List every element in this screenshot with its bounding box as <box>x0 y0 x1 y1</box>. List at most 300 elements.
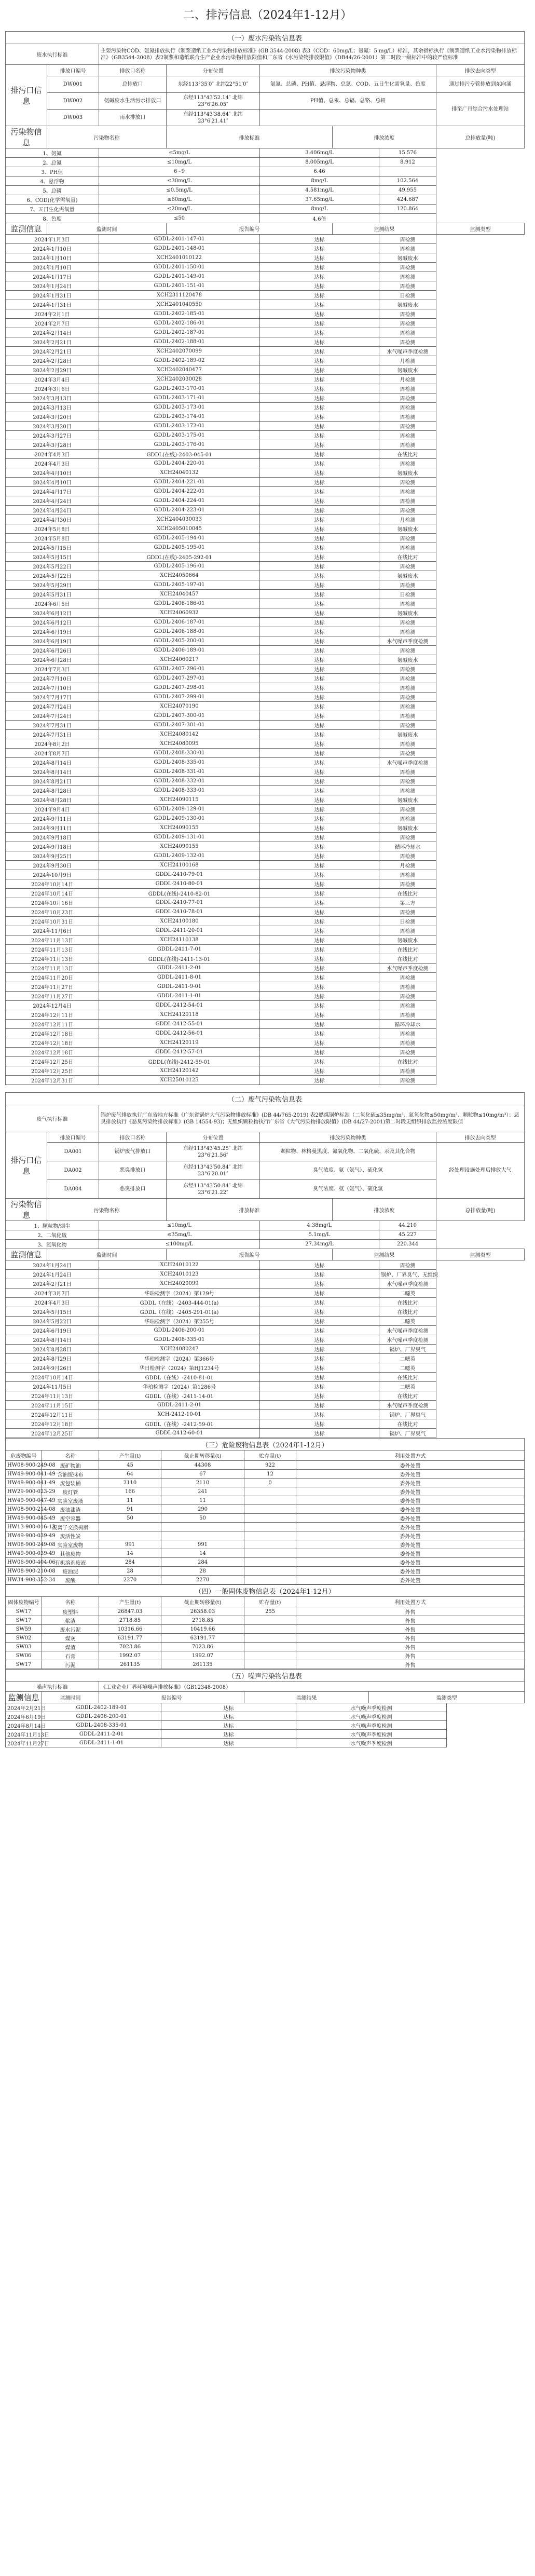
noise-monitor-group: 监测信息 <box>6 1692 42 1703</box>
water-pollutant-row-c2: ≤20mg/L <box>99 205 260 214</box>
solidwaste-row-c2: 石膏 <box>42 1651 99 1660</box>
gas-monitor-row-c4: 二噁英 <box>379 1289 436 1298</box>
water-monitor-row-c1: 2024年3月20日 <box>6 412 99 422</box>
water-monitor-row <box>6 721 525 730</box>
gas-standard-label: 废气执行标准 <box>6 1105 99 1132</box>
water-monitor-row-c4: 日检测 <box>379 291 436 300</box>
water-monitor-row <box>6 599 525 608</box>
water-monitor-row-c1: 2024年4月10日 <box>6 478 99 487</box>
water-monitor-row-c3: 达标 <box>260 552 379 562</box>
water-pollutant-row-c3: 3.406mg/L <box>260 148 379 158</box>
water-monitor-row <box>6 646 525 655</box>
water-monitor-row-c4: 周检测 <box>379 599 436 608</box>
water-monitor-row-c2: GDDL-2411-7-01 <box>99 945 260 954</box>
hazwaste-row-c1: HW49-900-045-49 <box>6 1514 42 1523</box>
hazwaste-row <box>6 1567 525 1576</box>
gas-monitor-row-c1: 2024年1月24日 <box>6 1260 99 1270</box>
water-monitor-row-c1: 2024年12月11日 <box>6 1020 99 1029</box>
gas-pollutant-row-c3: 27.34mg/L <box>260 1240 379 1249</box>
water-monitor-row-c4: 在线比对 <box>379 945 436 954</box>
gas-monitor-row-c2: XCH-2412-10-01 <box>99 1410 260 1419</box>
water-pollutant-row-c4: 49.955 <box>379 186 436 195</box>
noise-row-c2: GDDL-2402-189-01 <box>42 1703 161 1712</box>
water-monitor-row-c3: 达标 <box>260 412 379 422</box>
noise-head-report: 报告编号 <box>99 1692 244 1703</box>
hazwaste-row-c5 <box>244 1523 296 1531</box>
water-monitor-row-c1: 2024年5月31日 <box>6 590 99 599</box>
solidwaste-row-c1: SW17 <box>6 1616 42 1625</box>
water-monitor-row-c2: GDDL(在线)-2405-292-01 <box>99 552 260 562</box>
noise-row-c4: 水气噪声季度检测 <box>296 1730 447 1739</box>
gas-monitor-row-c2: 华珀检测字（2024）第366号 <box>99 1354 260 1363</box>
water-monitor-row-c1: 2024年6月19日 <box>6 627 99 636</box>
water-monitor-row-c4: 周检测 <box>379 281 436 291</box>
water-monitor-head-report: 报告编号 <box>167 223 333 235</box>
water-monitor-row-c4: 氨碱废水 <box>379 300 436 309</box>
water-monitor-row-c2: GDDL-2402-188-01 <box>99 337 260 347</box>
water-pollutant-row-c2: ≤50 <box>99 214 260 223</box>
hazwaste-row-c5 <box>244 1576 296 1584</box>
water-monitor-row-c2: GDDL-2412-55-01 <box>99 1020 260 1029</box>
water-monitor-row <box>6 749 525 758</box>
gas-monitor-row-c1: 2024年11月13日 <box>6 1391 99 1401</box>
gas-monitor-row <box>6 1419 525 1429</box>
hazwaste-row-c3: 991 <box>99 1540 161 1549</box>
water-monitor-row <box>6 496 525 506</box>
noise-row-c2: GDDL-2411-1-01 <box>42 1739 161 1747</box>
solidwaste-head-stock: 贮存量(t) <box>244 1597 296 1607</box>
gas-outlet-loc: 东经113°43′50.84″ 北纬23°6′21.22″ <box>167 1180 260 1199</box>
water-outlet-head-name: 排放口名称 <box>99 65 167 76</box>
water-monitor-row-c3: 达标 <box>260 982 379 992</box>
gas-monitor-row-c4: 周检测 <box>379 1260 436 1270</box>
water-monitor-row-c4: 周检测 <box>379 431 436 440</box>
water-pollutant-row-c4: 102.564 <box>379 177 436 186</box>
water-monitor-row-c1: 2024年3月13日 <box>6 394 99 403</box>
water-monitor-row-c4: 氨碱废水 <box>379 795 436 805</box>
water-monitor-row-c3: 达标 <box>260 870 379 879</box>
water-monitor-row-c2: GDDL(在线)-2410-82-01 <box>99 889 260 898</box>
water-monitor-row <box>6 328 525 337</box>
hazwaste-row <box>6 1496 525 1505</box>
solidwaste-row-c1: SW02 <box>6 1634 42 1643</box>
water-monitor-row-c2: XCH2402040477 <box>99 365 260 375</box>
hazwaste-head-code: 危废物编号 <box>6 1450 42 1461</box>
hazwaste-head-produced: 产生量(t) <box>99 1450 161 1461</box>
water-monitor-row-c1: 2024年11月13日 <box>6 964 99 973</box>
water-monitor-row-c1: 2024年1月10日 <box>6 253 99 263</box>
water-monitor-row-c2: GDDL-2403-174-01 <box>99 412 260 422</box>
solidwaste-section-title: （四）一般固体废物信息表（2024年1-12月） <box>6 1585 525 1597</box>
solidwaste-row-c6: 外售 <box>296 1643 525 1651</box>
gas-monitor-row-c4: 锅炉、厂界臭气 <box>379 1345 436 1354</box>
solidwaste-row-c4: 1992.07 <box>161 1651 244 1660</box>
water-monitor-row-c2: XCH24090115 <box>99 795 260 805</box>
water-monitor-row-c4: 周检测 <box>379 1010 436 1020</box>
water-monitor-row-c3: 达标 <box>260 468 379 478</box>
gas-monitor-row-c4: 在线比对 <box>379 1419 436 1429</box>
gas-monitor-row-c2: GDDL-2406-200-01 <box>99 1326 260 1335</box>
water-pollutant-row-c1: 1、氨氮 <box>6 148 99 158</box>
water-standard-text: 主要污染物COD、氨氮排放执行《制浆造纸工业水污染物排放标准》(GB 3544-2008) 表3（COD：60mg/L；氨氮：5 mg/L）标准，其余指标执行《制浆造纸工业水污染物排放标准》（GB3544-2008）表2制浆和造纸联合生产企业水污染物排放限值和广东省《水污染物排放限值》（DB44/26-2001）第二时段一级标准中的较严值标准 <box>99 44 525 65</box>
water-monitor-row <box>6 982 525 992</box>
water-monitor-row-c2: XCH24070190 <box>99 702 260 711</box>
water-monitor-row-c1: 2024年11月20日 <box>6 973 99 982</box>
water-monitor-row <box>6 1066 525 1076</box>
water-monitor-row <box>6 580 525 590</box>
solidwaste-row-c6: 外售 <box>296 1660 525 1669</box>
water-monitor-row-c2: GDDL-2405-197-01 <box>99 580 260 590</box>
gas-outlet-id: DA001 <box>47 1143 99 1161</box>
hazwaste-row <box>6 1576 525 1584</box>
water-monitor-row <box>6 823 525 833</box>
hazwaste-row-c5 <box>244 1540 296 1549</box>
water-monitor-row-c3: 达标 <box>260 954 379 964</box>
water-monitor-row-c4: 日检测 <box>379 917 436 926</box>
gas-monitor-row-c2: GDDL（在线）-2411-14-01 <box>99 1391 260 1401</box>
water-monitor-row-c2: GDDL-2409-129-01 <box>99 805 260 814</box>
water-monitor-row-c1: 2024年5月8日 <box>6 524 99 534</box>
hazwaste-row-c6: 委外处置 <box>296 1558 525 1567</box>
water-monitor-row-c2: GDDL-2408-335-01 <box>99 758 260 767</box>
water-monitor-row-c1: 2024年11月13日 <box>6 945 99 954</box>
gas-outlet-pollutants: 颗粒物、林格曼黑度、氮氧化物、二氧化硫、汞及其化合物 <box>260 1143 436 1161</box>
water-monitor-row-c4: 周检测 <box>379 907 436 917</box>
water-monitor-row-c4: 周检测 <box>379 422 436 431</box>
gas-monitor-row-c4: 二噁英 <box>379 1354 436 1363</box>
water-monitor-row-c2: XCH25010125 <box>99 1076 260 1085</box>
water-monitor-row <box>6 440 525 450</box>
water-monitor-row-c2: GDDL-2409-132-01 <box>99 851 260 861</box>
water-monitor-row-c4: 周检测 <box>379 721 436 730</box>
gas-outlet-group: 排污口信息 <box>6 1132 47 1199</box>
gas-monitor-row <box>6 1279 525 1289</box>
water-monitor-row <box>6 665 525 674</box>
hazwaste-row-c6: 委外处置 <box>296 1505 525 1514</box>
water-outlet-loc: 东经113°35′0″ 北纬22°51′0″ <box>167 76 260 93</box>
gas-pollutant-row-c4: 45.227 <box>379 1230 436 1240</box>
water-monitor-row-c3: 达标 <box>260 403 379 412</box>
water-pollutant-head-std: 排放标准 <box>167 126 333 148</box>
water-monitor-row-c4: 周检测 <box>379 384 436 394</box>
water-monitor-row <box>6 506 525 515</box>
gas-outlet-head-name: 排放口名称 <box>99 1132 167 1143</box>
water-monitor-row <box>6 851 525 861</box>
water-monitor-row-c1: 2024年10月16日 <box>6 898 99 907</box>
solidwaste-row-c2: 浆渣 <box>42 1616 99 1625</box>
water-monitor-row-c2: GDDL(在线)-2403-045-01 <box>99 450 260 459</box>
water-monitor-row-c1: 2024年7月24日 <box>6 702 99 711</box>
noise-section-title: （五）噪声污染物信息表 <box>6 1670 525 1682</box>
gas-monitor-row <box>6 1354 525 1363</box>
water-monitor-row-c2: XCH24040457 <box>99 590 260 599</box>
water-monitor-row-c1: 2024年12月31日 <box>6 1076 99 1085</box>
water-monitor-row-c2: GDDL-2410-80-01 <box>99 879 260 889</box>
water-monitor-row-c1: 2024年6月12日 <box>6 608 99 618</box>
water-monitor-row-c4: 周检测 <box>379 543 436 552</box>
solidwaste-row-c4: 261135 <box>161 1660 244 1669</box>
water-monitor-row-c1: 2024年5月8日 <box>6 534 99 543</box>
water-monitor-row-c3: 达标 <box>260 917 379 926</box>
water-pollutant-row <box>6 195 525 205</box>
water-monitor-row-c3: 达标 <box>260 263 379 272</box>
water-monitor-row <box>6 945 525 954</box>
water-monitor-row-c1: 2024年2月7日 <box>6 319 99 328</box>
water-monitor-row-c1: 2024年8月21日 <box>6 777 99 786</box>
water-pollutant-row <box>6 148 525 158</box>
water-standard-label: 废水执行标准 <box>6 44 99 65</box>
water-monitor-row-c4: 周检测 <box>379 328 436 337</box>
water-monitor-row-c3: 达标 <box>260 571 379 580</box>
water-monitor-row-c2: GDDL-2411-20-01 <box>99 926 260 936</box>
gas-monitor-row-c2: XCH24010123 <box>99 1270 260 1279</box>
hazwaste-row-c5 <box>244 1505 296 1514</box>
water-monitor-row-c1: 2024年11月6日 <box>6 926 99 936</box>
hazwaste-row-c6: 委外处置 <box>296 1487 525 1496</box>
water-monitor-row-c4: 周检测 <box>379 244 436 253</box>
gas-monitor-row-c4: 锅炉、厂界臭气 <box>379 1410 436 1419</box>
water-pollutant-row-c4: 424.687 <box>379 195 436 205</box>
hazwaste-row-c2: 实验室废液 <box>42 1496 99 1505</box>
gas-pollutant-group: 污染物信息 <box>6 1199 47 1221</box>
water-monitor-row-c3: 达标 <box>260 459 379 468</box>
water-monitor-row-c4: 周检测 <box>379 674 436 683</box>
water-pollutant-row <box>6 214 525 223</box>
hazwaste-row-c6: 委外处置 <box>296 1540 525 1549</box>
water-monitor-row-c4: 在线比对 <box>379 954 436 964</box>
water-monitor-row-c2: GDDL-2409-130-01 <box>99 814 260 823</box>
gas-monitor-row-c3: 达标 <box>260 1335 379 1345</box>
gas-monitor-row-c1: 2024年12月11日 <box>6 1410 99 1419</box>
water-monitor-row <box>6 281 525 291</box>
water-monitor-row-c3: 达标 <box>260 786 379 795</box>
hazwaste-row-c3: 64 <box>99 1470 161 1479</box>
water-monitor-row-c4: 氨碱废水 <box>379 365 436 375</box>
hazwaste-row-c3: 45 <box>99 1461 161 1470</box>
hazwaste-head-method: 利用处置方式 <box>296 1450 525 1461</box>
water-outlet-pollutants: PH值、总汞、总镉、总铬、总铅 <box>260 93 436 110</box>
hazwaste-row-c5 <box>244 1496 296 1505</box>
water-monitor-row-c1: 2024年4月3日 <box>6 450 99 459</box>
hazwaste-section-title: （三）危险废物信息表（2024年1-12月） <box>6 1439 525 1450</box>
water-monitor-row-c4: 周检测 <box>379 973 436 982</box>
water-monitor-row <box>6 394 525 403</box>
water-monitor-row-c3: 达标 <box>260 926 379 936</box>
gas-monitor-row-c3: 达标 <box>260 1363 379 1373</box>
gas-outlet-loc: 东经113°43′45.25″ 北纬23°6′21.56″ <box>167 1143 260 1161</box>
water-monitor-row-c1: 2024年9月30日 <box>6 861 99 870</box>
water-monitor-row-c3: 达标 <box>260 861 379 870</box>
water-monitor-row-c4: 周检测 <box>379 478 436 487</box>
solidwaste-row-c3: 2718.85 <box>99 1616 161 1625</box>
water-monitor-row <box>6 936 525 945</box>
water-monitor-row-c2: XCH2402070099 <box>99 347 260 356</box>
water-table <box>5 31 525 1085</box>
water-monitor-row-c1: 2024年12月18日 <box>6 1048 99 1057</box>
noise-standard-text: 《工业企业厂界环境噪声排放标准》（GB12348-2008） <box>99 1682 525 1692</box>
water-monitor-row-c2: GDDL-2410-78-01 <box>99 907 260 917</box>
gas-table <box>5 1092 525 1438</box>
water-monitor-row-c1: 2024年12月18日 <box>6 1038 99 1048</box>
water-monitor-row-c3: 达标 <box>260 590 379 599</box>
water-outlet-head-id: 排放口编号 <box>47 65 99 76</box>
water-monitor-row <box>6 608 525 618</box>
water-monitor-row-c2: XCH2401040550 <box>99 300 260 309</box>
hazwaste-row <box>6 1558 525 1567</box>
water-monitor-row <box>6 1038 525 1048</box>
water-monitor-row-c3: 达标 <box>260 534 379 543</box>
hazwaste-row-c5: 922 <box>244 1461 296 1470</box>
gas-monitor-row-c2: XCH24020099 <box>99 1279 260 1289</box>
hazwaste-row-c3: 50 <box>99 1514 161 1523</box>
water-monitor-row-c4: 周检测 <box>379 580 436 590</box>
water-monitor-row-c2: GDDL-2405-194-01 <box>99 534 260 543</box>
gas-monitor-row <box>6 1391 525 1401</box>
water-monitor-row <box>6 674 525 683</box>
gas-monitor-row-c3: 达标 <box>260 1326 379 1335</box>
water-monitor-row-c2: GDDL-2401-149-01 <box>99 272 260 281</box>
water-monitor-row-c4: 周检测 <box>379 496 436 506</box>
water-monitor-row-c4: 周检测 <box>379 272 436 281</box>
gas-monitor-group: 监测信息 <box>6 1249 47 1260</box>
hazwaste-row-c1: HW29-900-023-29 <box>6 1487 42 1496</box>
water-monitor-row-c3: 达标 <box>260 992 379 1001</box>
gas-monitor-row-c1: 2024年3月7日 <box>6 1289 99 1298</box>
hazwaste-table <box>5 1438 525 1584</box>
hazwaste-row-c2: 废油泥 <box>42 1567 99 1576</box>
gas-monitor-head-type: 监测类型 <box>436 1249 525 1260</box>
water-monitor-row <box>6 1029 525 1038</box>
hazwaste-row-c5 <box>244 1567 296 1576</box>
gas-monitor-row-c3: 达标 <box>260 1307 379 1317</box>
solidwaste-row-c3: 63191.77 <box>99 1634 161 1643</box>
water-monitor-row-c1: 2024年8月7日 <box>6 749 99 758</box>
hazwaste-row-c1: HW49-900-047-49 <box>6 1496 42 1505</box>
water-monitor-row-c1: 2024年8月28日 <box>6 795 99 805</box>
water-monitor-row-c4: 周检测 <box>379 702 436 711</box>
hazwaste-row-c1: HW08-900-249-08 <box>6 1540 42 1549</box>
water-monitor-row <box>6 431 525 440</box>
water-monitor-row-c1: 2024年1月24日 <box>6 281 99 291</box>
water-monitor-row-c4: 周检测 <box>379 982 436 992</box>
water-monitor-row-c3: 达标 <box>260 842 379 851</box>
water-monitor-row-c4: 周检测 <box>379 506 436 515</box>
hazwaste-head-name: 名称 <box>42 1450 99 1461</box>
water-pollutant-row-c3: 4.6倍 <box>260 214 379 223</box>
water-monitor-row <box>6 347 525 356</box>
water-monitor-row-c2: GDDL-2403-170-01 <box>99 384 260 394</box>
water-pollutant-group: 污染物信息 <box>6 126 47 148</box>
water-monitor-head-time: 监测时间 <box>47 223 167 235</box>
water-monitor-row-c2: GDDL-2402-187-01 <box>99 328 260 337</box>
water-monitor-row <box>6 795 525 805</box>
water-monitor-row <box>6 468 525 478</box>
hazwaste-row-c6: 委外处置 <box>296 1549 525 1558</box>
water-monitor-row-c3: 达标 <box>260 272 379 281</box>
water-monitor-row-c3: 达标 <box>260 693 379 702</box>
noise-row-c3: 达标 <box>161 1703 296 1712</box>
water-monitor-row-c2: GDDL-2403-176-01 <box>99 440 260 450</box>
solidwaste-row-c3: 10316.66 <box>99 1625 161 1634</box>
gas-monitor-row-c4: 二噁英 <box>379 1317 436 1326</box>
water-monitor-row-c3: 达标 <box>260 833 379 842</box>
hazwaste-row-c2: 废空容器 <box>42 1514 99 1523</box>
hazwaste-row-c2: 废灯管 <box>42 1487 99 1496</box>
hazwaste-row-c6: 委外处置 <box>296 1567 525 1576</box>
water-monitor-row-c1: 2024年8月14日 <box>6 767 99 777</box>
water-monitor-row-c2: XCH2402030028 <box>99 375 260 384</box>
water-monitor-row <box>6 786 525 795</box>
water-monitor-row-c1: 2024年6月28日 <box>6 655 99 665</box>
gas-outlet-name: 锅炉废气排放口 <box>99 1143 167 1161</box>
water-monitor-row-c2: GDDL-2401-150-01 <box>99 263 260 272</box>
water-monitor-row-c1: 2024年4月10日 <box>6 468 99 478</box>
gas-pollutant-row-c1: 2、二氧化硫 <box>6 1230 99 1240</box>
noise-head-result: 监测结果 <box>244 1692 369 1703</box>
gas-monitor-row <box>6 1270 525 1279</box>
gas-outlet-loc: 东经113°43′50.84″ 北纬23°6′20.01″ <box>167 1161 260 1180</box>
water-pollutant-row-c1: 6、COD(化学需氧量) <box>6 195 99 205</box>
water-monitor-row-c4: 氨碱废水 <box>379 571 436 580</box>
water-pollutant-row <box>6 205 525 214</box>
water-monitor-row <box>6 917 525 926</box>
water-monitor-row-c1: 2024年2月14日 <box>6 328 99 337</box>
hazwaste-row-c4: 290 <box>161 1505 244 1514</box>
water-monitor-row-c2: GDDL-2407-301-01 <box>99 721 260 730</box>
gas-monitor-row-c4: 锅炉、厂界臭气、无组织 <box>379 1270 436 1279</box>
gas-outlet-pollutants: 臭气浓度、氨（氨气）、硫化氢 <box>260 1161 436 1180</box>
solidwaste-row <box>6 1607 525 1616</box>
water-monitor-row-c2: GDDL(在线)-2411-13-01 <box>99 954 260 964</box>
hazwaste-row-c4: 67 <box>161 1470 244 1479</box>
water-monitor-row-c1: 2024年4月3日 <box>6 459 99 468</box>
hazwaste-row-c2: 废酸 <box>42 1576 99 1584</box>
water-monitor-row-c3: 达标 <box>260 655 379 665</box>
water-monitor-row-c4: 周检测 <box>379 879 436 889</box>
hazwaste-row-c3 <box>99 1531 161 1540</box>
water-monitor-row-c2: XCH24090155 <box>99 823 260 833</box>
water-monitor-row-c3: 达标 <box>260 281 379 291</box>
gas-pollutant-head-std: 排放标准 <box>167 1199 333 1221</box>
water-monitor-row <box>6 814 525 823</box>
water-monitor-row-c3: 达标 <box>260 898 379 907</box>
hazwaste-row <box>6 1470 525 1479</box>
water-monitor-row <box>6 693 525 702</box>
water-monitor-row-c2: GDDL-2407-300-01 <box>99 711 260 721</box>
water-outlet-head-loc: 分布位置 <box>167 65 260 76</box>
water-monitor-row <box>6 272 525 281</box>
hazwaste-row-c4: 284 <box>161 1558 244 1567</box>
water-monitor-row-c3: 达标 <box>260 487 379 496</box>
water-monitor-row <box>6 655 525 665</box>
water-monitor-row <box>6 552 525 562</box>
water-monitor-row-c4: 周检测 <box>379 833 436 842</box>
water-monitor-row-c2: GDDL-2411-8-01 <box>99 973 260 982</box>
hazwaste-row-c1: HW13-900-016-13 <box>6 1523 42 1531</box>
water-monitor-row-c2: XCH2311120478 <box>99 291 260 300</box>
hazwaste-row-c3: 2110 <box>99 1479 161 1487</box>
hazwaste-row-c1: HW49-900-041-49 <box>6 1479 42 1487</box>
water-monitor-row-c4: 周检测 <box>379 309 436 319</box>
water-monitor-group: 监测信息 <box>6 223 47 235</box>
gas-pollutant-row-c3: 5.1mg/L <box>260 1230 379 1240</box>
water-monitor-row-c4: 氨碱废水 <box>379 608 436 618</box>
gas-monitor-row-c1: 2024年12月25日 <box>6 1429 99 1438</box>
hazwaste-row-c1: HW08-900-214-08 <box>6 1505 42 1514</box>
water-monitor-row-c4: 循环冷却水 <box>379 1020 436 1029</box>
water-monitor-row-c1: 2024年3月4日 <box>6 375 99 384</box>
water-pollutant-row-c2: ≤30mg/L <box>99 177 260 186</box>
